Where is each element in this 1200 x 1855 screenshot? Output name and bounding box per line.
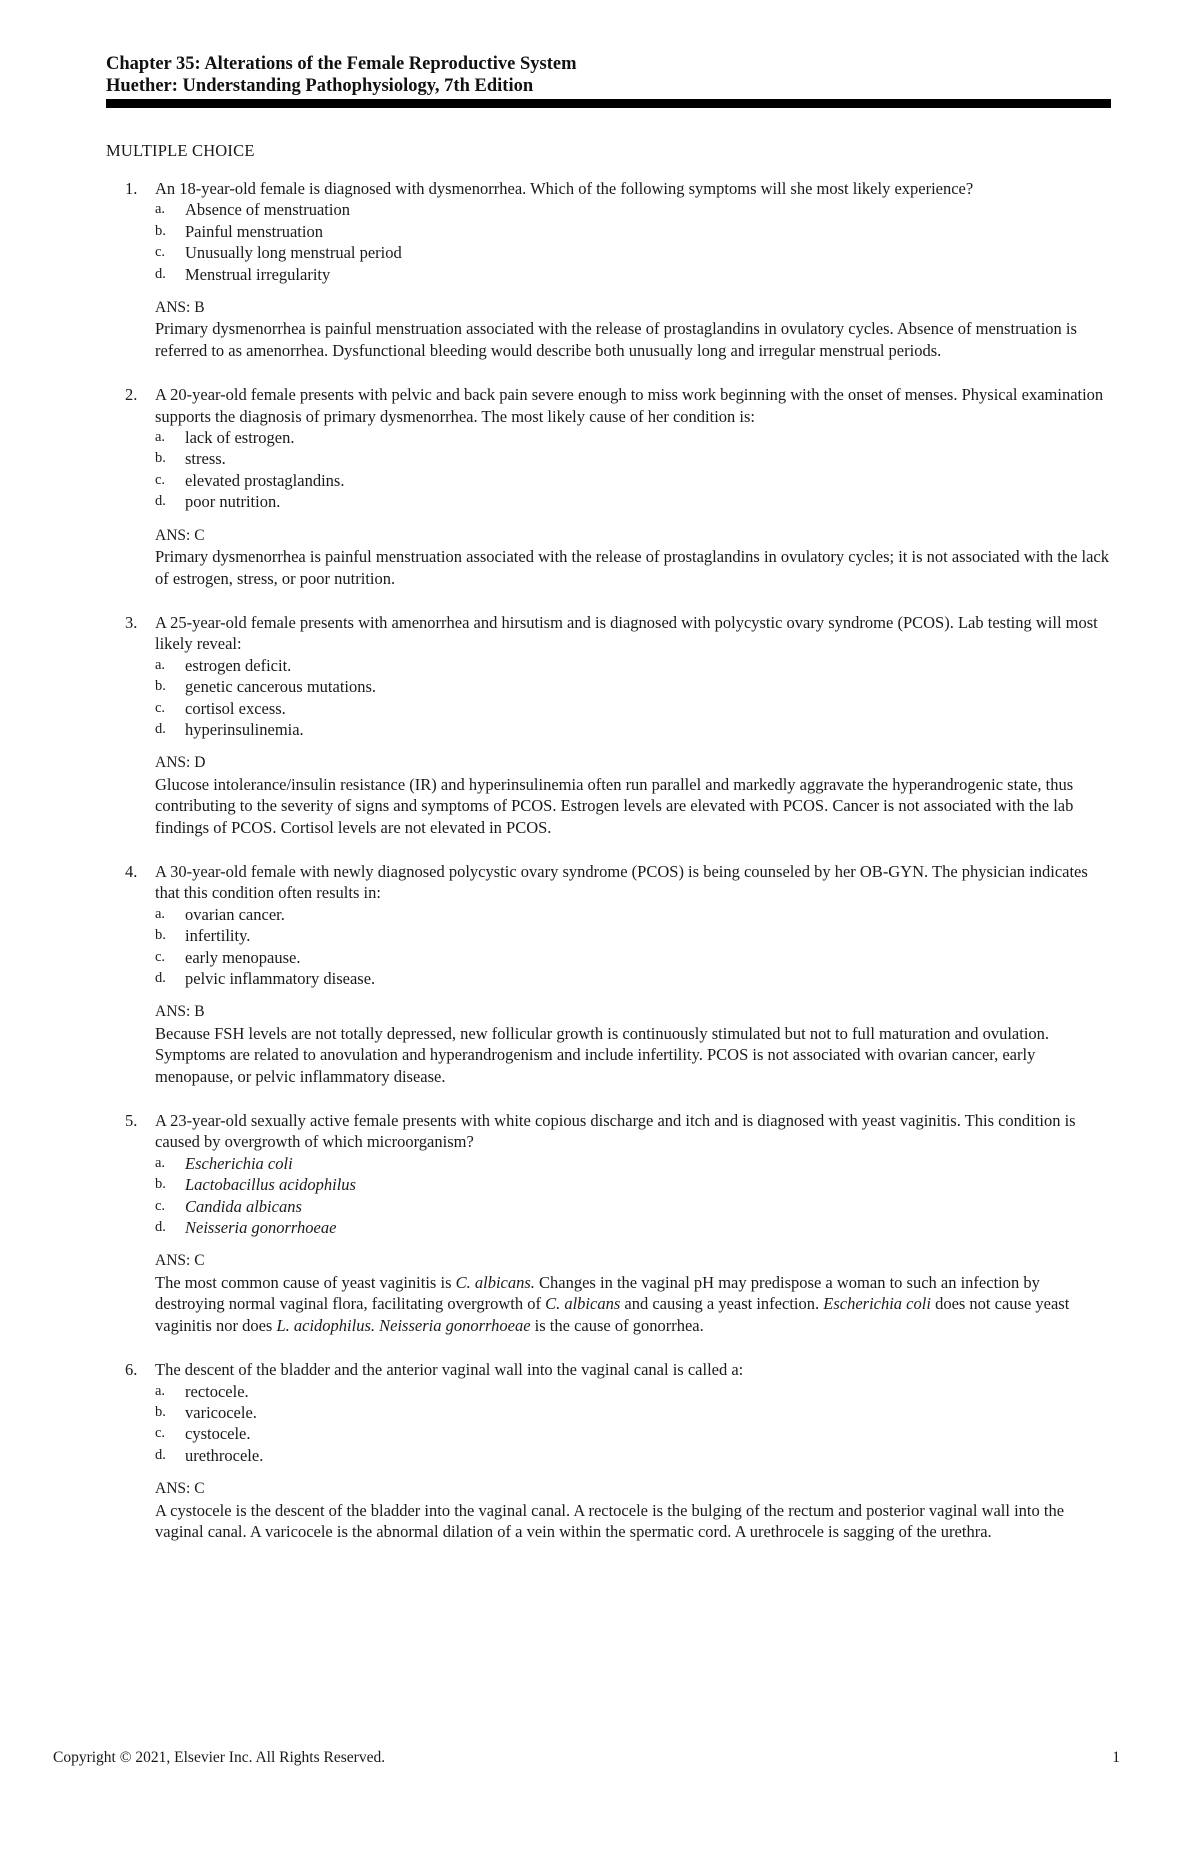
option-text: Menstrual irregularity — [185, 264, 331, 284]
option-text: Candida albicans — [185, 1196, 302, 1216]
option-c — [155, 470, 1111, 491]
option-text: poor nutrition. — [185, 492, 281, 512]
option-letter: a. — [155, 905, 166, 922]
option-b — [155, 1402, 1111, 1423]
option-text: Lactobacillus acidophilus — [185, 1175, 356, 1195]
question-number: 6. — [125, 1360, 138, 1380]
question-3 — [106, 612, 1111, 838]
option-c — [155, 242, 1111, 263]
option-c — [155, 1196, 1111, 1217]
page-header — [106, 53, 1111, 97]
option-a — [155, 904, 1111, 925]
option-letter: a. — [155, 201, 166, 218]
option-letter: b. — [155, 222, 166, 239]
option-text: elevated prostaglandins. — [185, 470, 345, 490]
option-text: genetic cancerous mutations. — [185, 677, 377, 697]
option-list — [155, 1381, 1111, 1467]
rationale-text: Changes in the vaginal pH may predispose a woman to such an infection by destroying normal vaginal flora, facilitating overgrowth of — [155, 1272, 1040, 1314]
option-text: Escherichia coli — [185, 1153, 293, 1173]
question-stem: A 23-year-old sexually active female presents with white copious discharge and itch and is diagnosed with yeast vaginitis. This condition is caused by overgrowth of which microorganism? — [155, 1111, 1076, 1152]
option-letter: a. — [155, 429, 166, 446]
question-number: 5. — [125, 1111, 138, 1131]
option-c — [155, 1423, 1111, 1444]
rationale-text: The most common cause of yeast vaginitis is — [155, 1272, 456, 1292]
option-text: urethrocele. — [185, 1445, 264, 1465]
option-b — [155, 676, 1111, 697]
option-letter: b. — [155, 927, 166, 944]
question-4 — [106, 861, 1111, 1087]
answer-block — [155, 752, 1111, 838]
rationale-organism: L. acidophilus. — [276, 1315, 376, 1335]
option-b — [155, 925, 1111, 946]
option-a — [155, 1153, 1111, 1174]
option-text: rectocele. — [185, 1381, 249, 1401]
option-c — [155, 698, 1111, 719]
answer-key: ANS: C — [155, 526, 205, 544]
question-stem: A 25-year-old female presents with amenorrhea and hirsutism and is diagnosed with polycystic ovary syndrome (PCOS). Lab testing will most likely reveal: — [155, 612, 1098, 654]
option-text: Absence of menstruation — [185, 200, 350, 220]
option-text: lack of estrogen. — [185, 428, 295, 448]
question-stem: A 30-year-old female with newly diagnosed polycystic ovary syndrome (PCOS) is being counseled by her OB-GYN. The physician indicates that this condition often results in: — [155, 861, 1088, 903]
rationale: Because FSH levels are not totally depressed, new follicular growth is continuously stimulated but not to full maturation and ovulation. Symptoms are related to anovulation and hyperandrogenism and include infertility. PCOS is not associated with ovarian cancer, early menopause, or pelvic inflammatory disease. — [155, 1023, 1050, 1086]
option-a — [155, 427, 1111, 448]
option-text: hyperinsulinemia. — [185, 719, 304, 739]
option-letter: d. — [155, 265, 166, 282]
answer-key: ANS: C — [155, 1480, 205, 1498]
header-rule — [106, 99, 1111, 108]
option-a — [155, 655, 1111, 676]
option-letter: d. — [155, 493, 166, 510]
option-list — [155, 427, 1111, 513]
option-letter: c. — [155, 699, 166, 716]
answer-key: ANS: C — [155, 1252, 205, 1270]
option-letter: d. — [155, 1219, 166, 1236]
option-text: infertility. — [185, 926, 251, 946]
option-letter: c. — [155, 471, 166, 488]
rationale: Glucose intolerance/insulin resistance (IR) and hyperinsulinemia often run parallel and markedly aggravate the hyperandrogenic state, thus contributing to the severity of signs and symptoms of PCOS. Estrogen levels are elevated with PCOS. Cancer is not associated with the lab findings of PCOS. Cortisol levels are not elevated in PCOS. — [155, 774, 1074, 837]
rationale-text: does not cause yeast vaginitis nor does — [155, 1294, 1070, 1335]
option-letter: a. — [155, 1154, 166, 1171]
option-b — [155, 1174, 1111, 1195]
option-letter: b. — [155, 1176, 166, 1193]
answer-key: ANS: B — [155, 1003, 205, 1021]
rationale-organism: Neisseria gonorrhoeae — [379, 1315, 531, 1335]
question-6 — [106, 1359, 1111, 1542]
option-text: estrogen deficit. — [185, 655, 292, 675]
question-stem: The descent of the bladder and the anterior vaginal wall into the vaginal canal is called a: — [155, 1360, 744, 1380]
page-number: 1 — [1112, 1749, 1120, 1766]
rationale: Primary dysmenorrhea is painful menstruation associated with the release of prostaglandins in ovulatory cycles. Absence of menstruation is referred to as amenorrhea. Dysfunctional bleeding would describe both unusually long and irregular menstrual periods. — [155, 319, 1077, 360]
question-5 — [106, 1110, 1111, 1336]
option-text: Unusually long menstrual period — [185, 243, 402, 263]
option-letter: c. — [155, 948, 166, 965]
rationale-organism: Escherichia coli — [823, 1294, 931, 1314]
question-stem: A 20-year-old female presents with pelvic and back pain severe enough to miss work beginning with the onset of menses. Physical examination supports the diagnosis of primary dysmenorrhea. The most likely cause of her condition is: — [155, 385, 1104, 426]
option-text: Neisseria gonorrhoeae — [185, 1218, 337, 1238]
rationale: Primary dysmenorrhea is painful menstruation associated with the release of prostaglandins in ovulatory cycles; it is not associated with the lack of estrogen, stress, or poor nutrition. — [155, 547, 1110, 588]
rationale-organism: C. albicans. — [455, 1272, 535, 1292]
option-b — [155, 221, 1111, 242]
rationale-text: is the cause of gonorrhea. — [530, 1315, 704, 1335]
option-d — [155, 1217, 1111, 1238]
answer-block — [155, 1001, 1111, 1087]
option-letter: a. — [155, 656, 166, 673]
question-list — [106, 178, 1111, 1565]
option-a — [155, 199, 1111, 220]
answer-key: ANS: D — [155, 754, 206, 772]
chapter-title: Chapter 35: Alterations of the Female Reproductive System — [106, 54, 577, 74]
option-letter: b. — [155, 450, 166, 467]
option-letter: b. — [155, 1403, 166, 1420]
section-title: MULTIPLE CHOICE — [106, 141, 255, 160]
option-text: varicocele. — [185, 1402, 257, 1422]
question-number: 2. — [125, 385, 138, 405]
answer-block — [155, 1250, 1111, 1336]
answer-block — [155, 297, 1111, 361]
option-letter: a. — [155, 1382, 166, 1399]
option-list — [155, 199, 1111, 285]
question-number: 4. — [125, 861, 138, 881]
option-letter: c. — [155, 1197, 166, 1214]
option-text: early menopause. — [185, 947, 301, 967]
option-letter: c. — [155, 244, 166, 261]
option-d — [155, 491, 1111, 512]
option-text: ovarian cancer. — [185, 904, 285, 924]
option-text: Painful menstruation — [185, 221, 323, 241]
option-text: stress. — [185, 449, 226, 469]
option-a — [155, 1381, 1111, 1402]
rationale: A cystocele is the descent of the bladder into the vaginal canal. A rectocele is the bulging of the rectum and posterior vaginal wall into the vaginal canal. A varicocele is the abnormal dilation of a vein within the spermatic cord. A urethrocele is sagging of the urethra. — [155, 1500, 1065, 1541]
option-text: cortisol excess. — [185, 698, 286, 718]
question-number: 3. — [125, 612, 138, 632]
option-c — [155, 947, 1111, 968]
copyright-notice: Copyright © 2021, Elsevier Inc. All Rights Reserved. — [53, 1749, 386, 1766]
book-title: Huether: Understanding Pathophysiology, 7th Edition — [106, 76, 534, 96]
question-number: 1. — [125, 179, 138, 198]
option-d — [155, 719, 1111, 740]
question-2 — [106, 384, 1111, 589]
answer-block — [155, 525, 1111, 589]
option-d — [155, 1445, 1111, 1466]
option-letter: d. — [155, 1446, 166, 1463]
rationale-text: and causing a yeast infection. — [620, 1294, 824, 1314]
option-letter: b. — [155, 678, 166, 695]
answer-block — [155, 1478, 1111, 1542]
option-b — [155, 448, 1111, 469]
question-1 — [106, 178, 1111, 361]
rationale-organism: C. albicans — [545, 1294, 621, 1314]
option-d — [155, 264, 1111, 285]
option-text: cystocele. — [185, 1424, 251, 1444]
question-stem: An 18-year-old female is diagnosed with dysmenorrhea. Which of the following symptoms will she most likely experience? — [155, 179, 974, 198]
option-list — [155, 904, 1111, 990]
option-letter: d. — [155, 720, 166, 737]
answer-key: ANS: B — [155, 299, 205, 317]
option-letter: c. — [155, 1425, 166, 1442]
option-text: pelvic inflammatory disease. — [185, 969, 376, 988]
rationale — [155, 1272, 1111, 1336]
option-letter: d. — [155, 970, 166, 986]
option-list — [155, 655, 1111, 741]
option-list — [155, 1153, 1111, 1239]
option-d — [155, 968, 1111, 989]
